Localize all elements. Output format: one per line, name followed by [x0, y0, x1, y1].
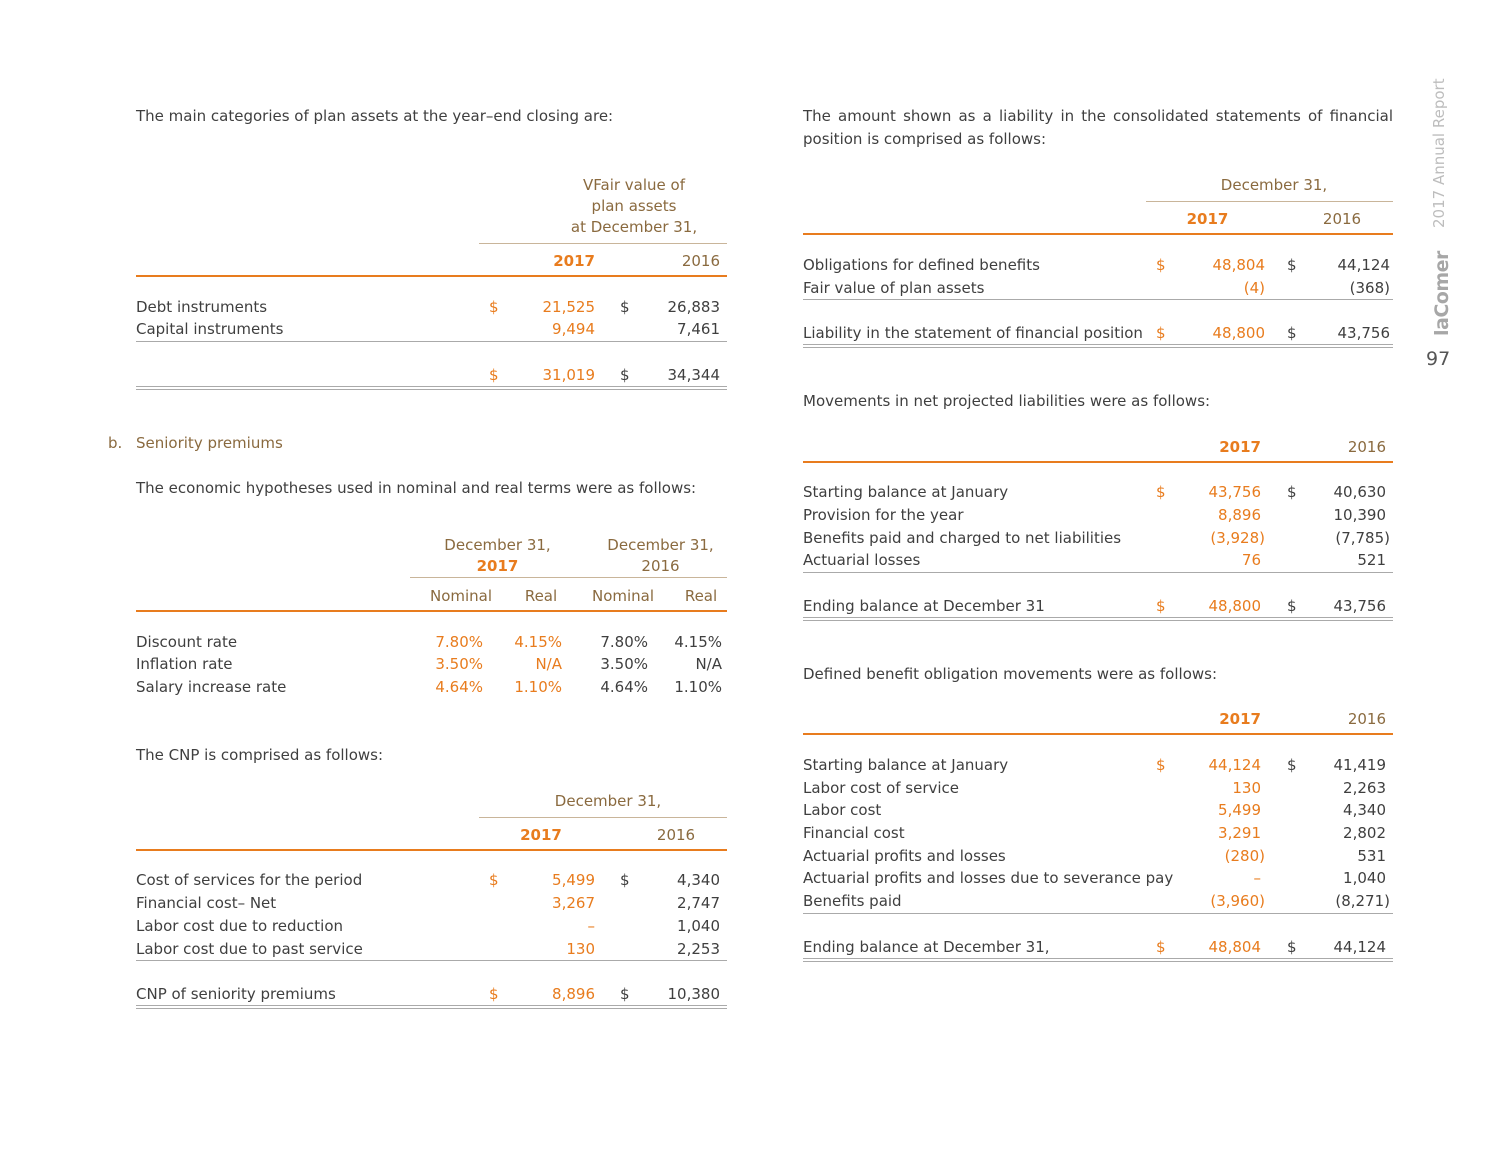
- group-2017-header: December 31,: [444, 536, 551, 554]
- value-2017: (4): [1243, 279, 1265, 297]
- currency-sign: $: [489, 871, 499, 889]
- value-2017: (3,928): [1210, 529, 1265, 547]
- nominal-2016: 4.64%: [600, 678, 648, 696]
- sub-header: Real: [684, 587, 718, 605]
- value-2017: 3,291: [1218, 824, 1261, 842]
- total-label: CNP of seniority premiums: [136, 985, 336, 1003]
- obligation-intro: Defined benefit obligation movements were as follows:: [803, 665, 1218, 683]
- header-underline: [136, 849, 727, 851]
- row-label: Benefits paid and charged to net liabilities: [803, 529, 1122, 547]
- row-label: Benefits paid: [803, 892, 902, 910]
- sub-header: Real: [524, 587, 558, 605]
- liability-header: December 31,: [1220, 176, 1328, 194]
- value-2017: –: [1253, 869, 1261, 887]
- real-2017: 4.15%: [514, 633, 562, 651]
- company-logo: laComer: [1431, 251, 1453, 336]
- value-2017: 8,896: [1218, 506, 1261, 524]
- sub-header: Nominal: [591, 587, 655, 605]
- total-2017: 48,800: [1212, 324, 1265, 342]
- plan-assets-header-2: plan assets: [591, 197, 677, 215]
- group-2016-header: December 31,: [607, 536, 714, 554]
- sub-header: Nominal: [429, 587, 493, 605]
- value-2017: 44,124: [1208, 756, 1261, 774]
- total-double-rule: [803, 344, 1393, 348]
- report-title: 2017 Annual Report: [1430, 78, 1448, 228]
- row-label: Labor cost: [803, 801, 882, 819]
- section-heading: Seniority premiums: [136, 434, 283, 452]
- currency-sign: $: [620, 366, 630, 384]
- row-label: Provision for the year: [803, 506, 964, 524]
- col-2016: 2016: [1347, 438, 1386, 456]
- real-2016: 1.10%: [674, 678, 722, 696]
- group-2017-year: 2017: [476, 557, 519, 575]
- subtotal-rule: [803, 299, 1393, 300]
- currency-sign: $: [1287, 256, 1297, 274]
- nominal-2017: 7.80%: [435, 633, 483, 651]
- value-2017: 130: [1232, 779, 1261, 797]
- row-label: Starting balance at January: [803, 483, 1009, 501]
- row-label: Inflation rate: [136, 655, 233, 673]
- currency-sign: $: [1156, 483, 1166, 501]
- nominal-2016: 7.80%: [600, 633, 648, 651]
- value-2017: 43,756: [1208, 483, 1261, 501]
- value-2016: (368): [1349, 279, 1390, 297]
- nominal-2017: 3.50%: [435, 655, 483, 673]
- total-2017: 48,804: [1208, 938, 1261, 956]
- value-2016: 1,040: [677, 917, 720, 935]
- subtotal-rule: [803, 913, 1393, 914]
- value-2017: (3,960): [1210, 892, 1265, 910]
- header-underline: [803, 233, 1393, 235]
- value-2017: 48,804: [1212, 256, 1265, 274]
- col-2017: 2017: [1219, 710, 1261, 728]
- liability-intro: The amount shown as a liability in the consolidated statements of financial position is comprised as follows:: [803, 107, 1393, 148]
- row-label: Labor cost due to past service: [136, 940, 363, 958]
- total-2016: 43,756: [1337, 324, 1390, 342]
- col-2016: 2016: [681, 252, 720, 270]
- total-2016: 34,344: [667, 366, 720, 384]
- col-2017: 2017: [520, 826, 562, 844]
- row-label: Actuarial losses: [803, 551, 921, 569]
- real-2017: 1.10%: [514, 678, 562, 696]
- currency-sign: $: [1156, 597, 1166, 615]
- currency-sign: $: [1287, 756, 1297, 774]
- row-label: Starting balance at January: [803, 756, 1009, 774]
- header-underline: [136, 275, 727, 277]
- value-2017: 5,499: [1218, 801, 1261, 819]
- col-2016: 2016: [1347, 710, 1386, 728]
- currency-sign: $: [620, 985, 630, 1003]
- value-2017: (280): [1224, 847, 1265, 865]
- currency-sign: $: [1156, 756, 1166, 774]
- currency-sign: $: [1156, 256, 1166, 274]
- subtotal-rule: [136, 341, 727, 342]
- value-2017: 76: [1241, 551, 1261, 569]
- total-double-rule: [803, 958, 1393, 962]
- value-2016: 4,340: [1343, 801, 1386, 819]
- hypotheses-intro: The economic hypotheses used in nominal and real terms were as follows:: [136, 479, 697, 497]
- cnp-header: December 31,: [554, 792, 662, 810]
- currency-sign: $: [1287, 938, 1297, 956]
- row-label: Cost of services for the period: [136, 871, 363, 889]
- value-2016: 44,124: [1337, 256, 1390, 274]
- value-2016: 2,747: [677, 894, 720, 912]
- header-underline: [803, 733, 1393, 735]
- row-label: Obligations for defined benefits: [803, 256, 1040, 274]
- cnp-intro: The CNP is comprised as follows:: [136, 746, 384, 764]
- subtotal-rule: [803, 572, 1393, 573]
- col-2017: 2017: [1186, 210, 1229, 228]
- col-2016: 2016: [656, 826, 696, 844]
- real-2017: N/A: [535, 655, 562, 673]
- nominal-2017: 4.64%: [435, 678, 483, 696]
- currency-sign: $: [1287, 483, 1297, 501]
- value-2016: (8,271): [1335, 892, 1390, 910]
- currency-sign: $: [1156, 324, 1166, 342]
- total-double-rule: [803, 617, 1393, 621]
- plan-assets-header-3: at December 31,: [570, 218, 698, 236]
- col-2016: 2016: [1322, 210, 1362, 228]
- row-label: Labor cost of service: [803, 779, 960, 797]
- value-2016: 7,461: [677, 320, 720, 338]
- currency-sign: $: [489, 298, 499, 316]
- page-number: 97: [1426, 348, 1451, 370]
- row-label: Debt instruments: [136, 298, 268, 316]
- value-2016: 521: [1357, 551, 1386, 569]
- value-2017: 9,494: [552, 320, 595, 338]
- row-label: Financial cost: [803, 824, 905, 842]
- row-label: Salary increase rate: [136, 678, 287, 696]
- group-rule: [410, 577, 727, 578]
- movements-intro: Movements in net projected liabilities were as follows:: [803, 392, 1211, 410]
- real-2016: 4.15%: [674, 633, 722, 651]
- value-2016: 2,263: [1343, 779, 1386, 797]
- value-2016: 40,630: [1333, 483, 1386, 501]
- subtotal-rule: [136, 960, 727, 961]
- value-2016: 41,419: [1333, 756, 1386, 774]
- group-2016-year: 2016: [641, 557, 680, 575]
- currency-sign: $: [1156, 938, 1166, 956]
- total-label: Liability in the statement of financial position: [803, 324, 1143, 342]
- row-label: Financial cost– Net: [136, 894, 277, 912]
- currency-sign: $: [489, 366, 499, 384]
- row-label: Labor cost due to reduction: [136, 917, 343, 935]
- value-2017: 21,525: [542, 298, 595, 316]
- value-2016: 2,253: [677, 940, 720, 958]
- value-2016: (7,785): [1335, 529, 1390, 547]
- row-label: Fair value of plan assets: [803, 279, 985, 297]
- value-2016: 26,883: [667, 298, 720, 316]
- header-rule: [479, 817, 727, 818]
- col-2017: 2017: [1219, 438, 1261, 456]
- value-2017: 3,267: [552, 894, 595, 912]
- row-label: Actuarial profits and losses: [803, 847, 1006, 865]
- currency-sign: $: [489, 985, 499, 1003]
- total-2016: 44,124: [1333, 938, 1386, 956]
- total-2016: 43,756: [1333, 597, 1386, 615]
- currency-sign: $: [620, 871, 630, 889]
- row-label: Actuarial profits and losses due to severance pay: [803, 869, 1174, 887]
- total-2017: 31,019: [542, 366, 595, 384]
- total-2017: 8,896: [552, 985, 595, 1003]
- plan-assets-header-1: VFair value of: [582, 176, 685, 194]
- value-2016: 1,040: [1343, 869, 1386, 887]
- header-rule: [1146, 201, 1393, 202]
- total-label: Ending balance at December 31: [803, 597, 1045, 615]
- total-double-rule: [136, 1005, 727, 1009]
- value-2017: 5,499: [552, 871, 595, 889]
- header-rule: [479, 243, 727, 244]
- value-2016: 4,340: [677, 871, 720, 889]
- currency-sign: $: [1287, 324, 1297, 342]
- value-2016: 10,390: [1333, 506, 1386, 524]
- section-letter: b.: [108, 434, 123, 452]
- currency-sign: $: [620, 298, 630, 316]
- total-2016: 10,380: [667, 985, 720, 1003]
- currency-sign: $: [1287, 597, 1297, 615]
- header-underline: [803, 461, 1393, 463]
- value-2017: –: [587, 917, 595, 935]
- value-2016: 2,802: [1343, 824, 1386, 842]
- plan-assets-intro: The main categories of plan assets at the year–end closing are:: [136, 107, 614, 125]
- value-2017: 130: [566, 940, 595, 958]
- value-2016: 531: [1357, 847, 1386, 865]
- col-2017: 2017: [553, 252, 595, 270]
- header-underline: [136, 610, 727, 612]
- total-label: Ending balance at December 31,: [803, 938, 1050, 956]
- row-label: Capital instruments: [136, 320, 284, 338]
- total-2017: 48,800: [1208, 597, 1261, 615]
- total-double-rule: [136, 386, 727, 390]
- real-2016: N/A: [695, 655, 722, 673]
- nominal-2016: 3.50%: [600, 655, 648, 673]
- row-label: Discount rate: [136, 633, 238, 651]
